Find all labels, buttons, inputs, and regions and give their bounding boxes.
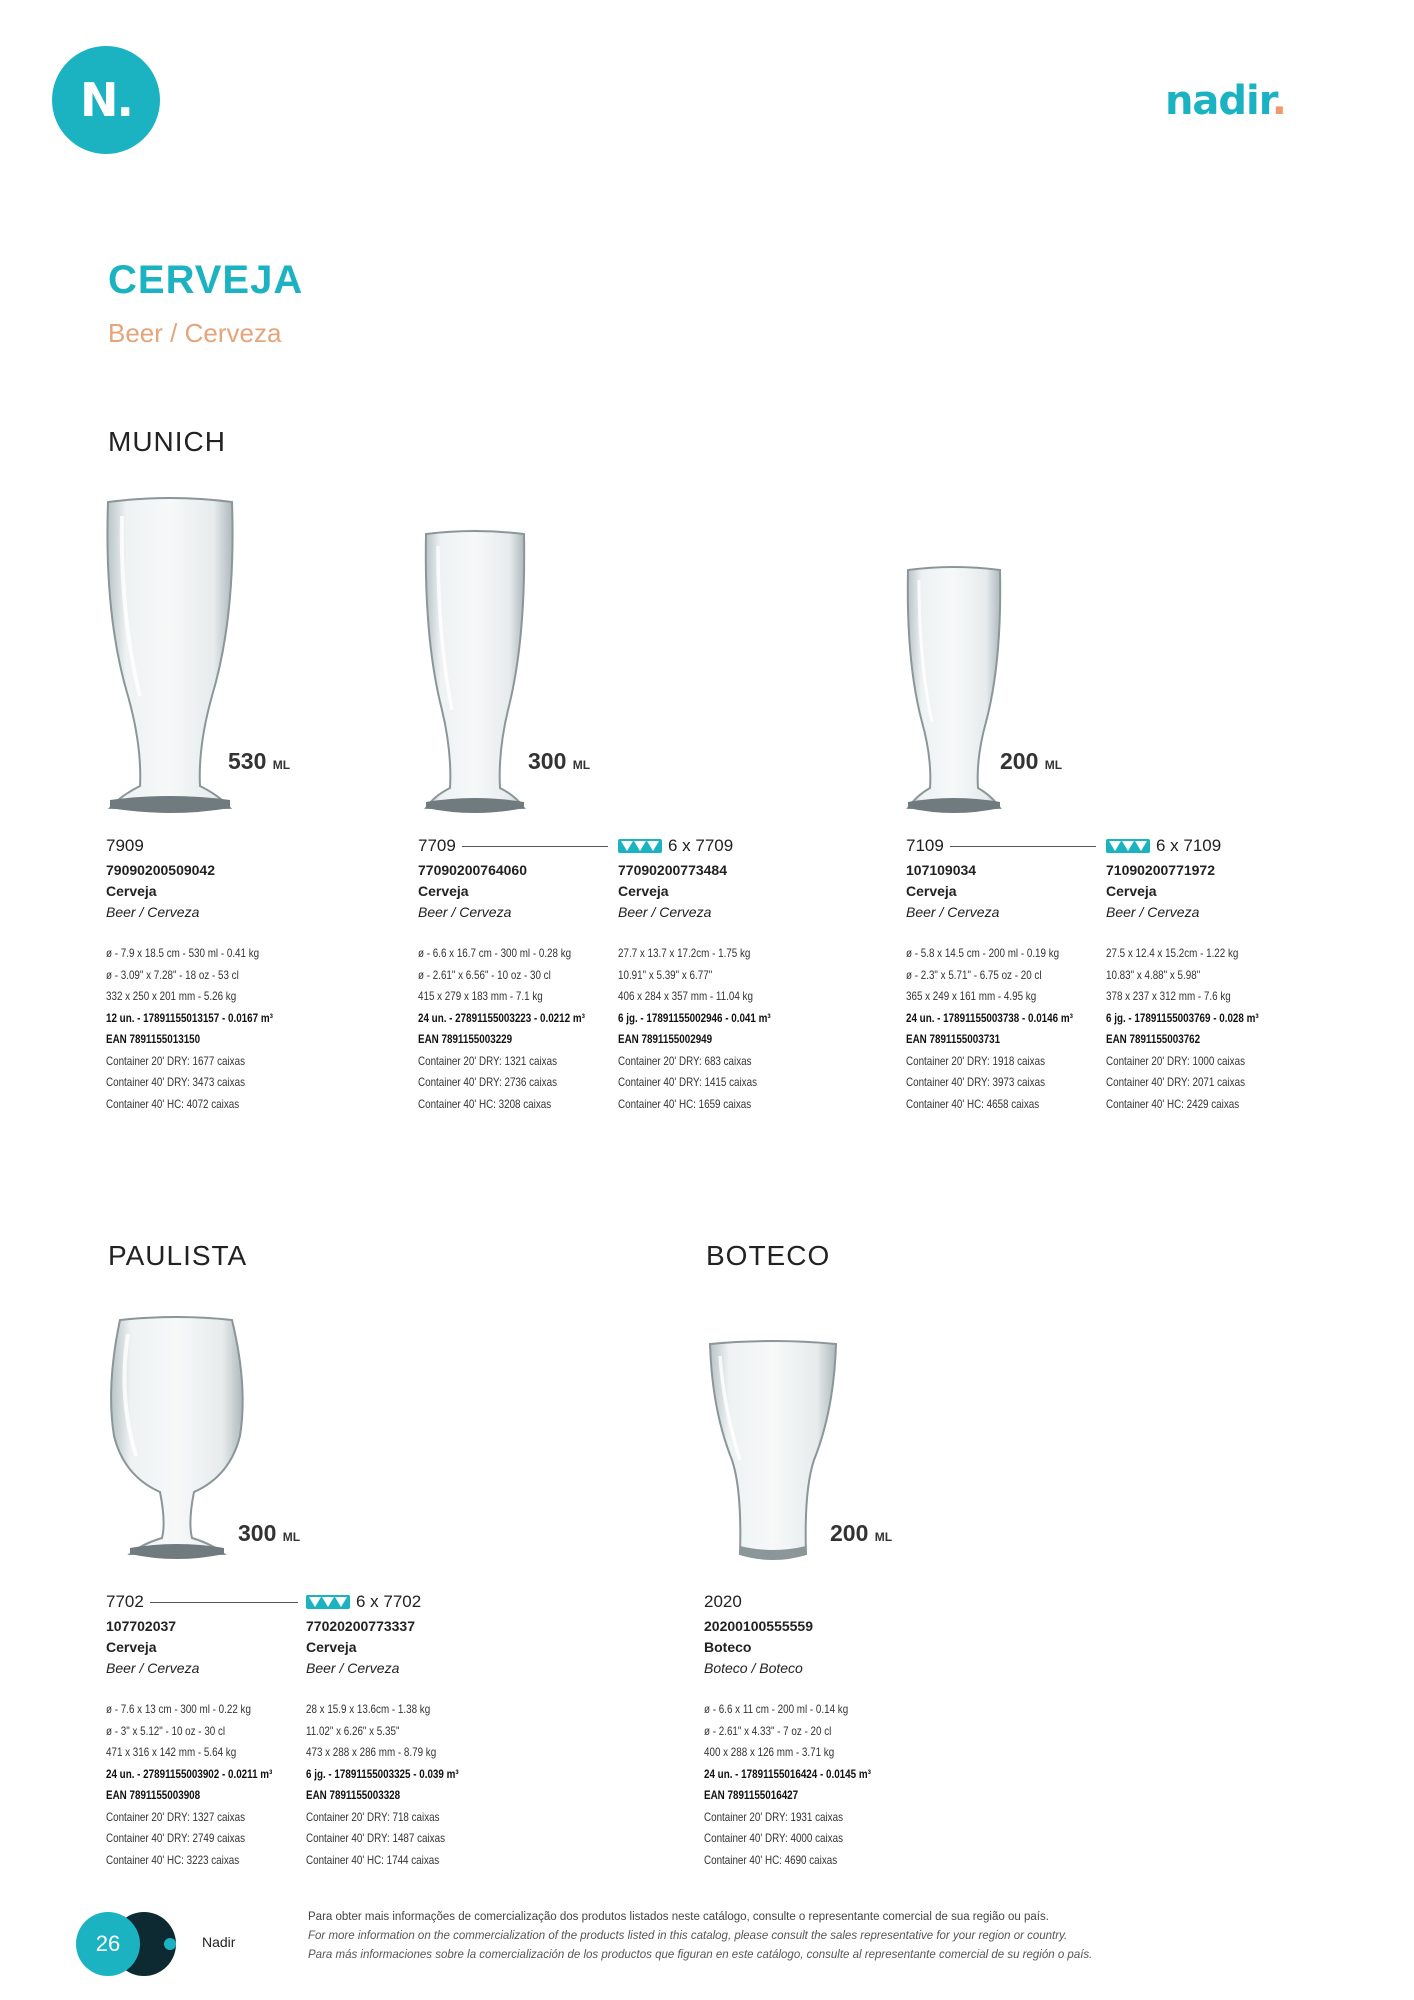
product-card-6x7702 (306, 1592, 506, 1871)
product-card-2020 (704, 1592, 904, 1871)
glass-boteco-200-image (706, 1340, 840, 1566)
spec-line: Container 40' DRY: 1415 caixas (618, 1075, 758, 1089)
spec-line: Container 20' DRY: 683 caixas (618, 1053, 752, 1068)
spec-line: 27.7 x 13.7 x 17.2cm - 1.75 kg (618, 946, 751, 960)
spec-line: ø - 5.8 x 14.5 cm - 200 ml - 0.19 kg (906, 946, 1060, 960)
category-sub: Beer / Cerveza (418, 904, 512, 920)
spec-line: Container 20' DRY: 1321 caixas (418, 1053, 558, 1068)
category-sub: Beer / Cerveza (306, 1660, 400, 1676)
spec-line: 6 jg. - 17891155002946 - 0.041 m³ (618, 1010, 771, 1025)
product-code: 7909 (106, 836, 144, 855)
spec-line: 473 x 288 x 286 mm - 8.79 kg (306, 1745, 437, 1759)
pack-of-glasses-icon (306, 1595, 350, 1609)
spec-line: Container 20' DRY: 1327 caixas (106, 1809, 246, 1824)
category: Cerveja (106, 883, 157, 899)
spec-line: 406 x 284 x 357 mm - 11.04 kg (618, 989, 753, 1003)
spec-line: 24 un. - 17891155003738 - 0.0146 m³ (906, 1010, 1073, 1025)
spec-list (704, 1699, 871, 1871)
spec-list (106, 943, 336, 1115)
spec-line: ø - 7.6 x 13 cm - 300 ml - 0.22 kg (106, 1702, 251, 1716)
volume-label-7702: 300 ML (238, 1520, 301, 1546)
spec-list (306, 1699, 470, 1871)
divider (462, 846, 608, 847)
product-card-7109 (906, 836, 1106, 1115)
divider (150, 1602, 298, 1603)
spec-list (1106, 943, 1270, 1115)
family-title-paulista: PAULISTA (108, 1240, 248, 1271)
family-title-munich: MUNICH (108, 426, 226, 457)
barcode: 71090200771972 (1106, 862, 1216, 878)
spec-line: Container 40' HC: 3223 caixas (106, 1852, 240, 1867)
barcode: 77020200773337 (306, 1618, 416, 1634)
category: Cerveja (906, 883, 957, 899)
footer-brand: Nadir (202, 1934, 236, 1950)
spec-line: Container 20' DRY: 718 caixas (306, 1809, 440, 1824)
spec-line: 27.5 x 12.4 x 15.2cm - 1.22 kg (1106, 946, 1239, 960)
spec-line: Container 20' DRY: 1677 caixas (106, 1053, 246, 1068)
spec-line: ø - 2.3" x 5.71" - 6.75 oz - 20 cl (906, 967, 1042, 982)
spec-line: Container 40' DRY: 4000 caixas (704, 1831, 844, 1845)
category: Boteco (704, 1639, 752, 1655)
glass-munich-200-image (902, 566, 1006, 818)
volume-label-7909: 530 ML (228, 748, 291, 774)
spec-line: Container 40' DRY: 2736 caixas (418, 1075, 558, 1089)
barcode: 77090200764060 (418, 862, 528, 878)
footer-note (308, 1908, 1208, 1965)
spec-line: ø - 6.6 x 16.7 cm - 300 ml - 0.28 kg (418, 946, 572, 960)
brand-dot: . (1271, 78, 1286, 124)
spec-line: ø - 7.9 x 18.5 cm - 530 ml - 0.41 kg (106, 946, 260, 960)
product-card-7909 (106, 836, 386, 1115)
spec-line: Container 40' DRY: 1487 caixas (306, 1831, 446, 1845)
spec-line: EAN 7891155003908 (106, 1788, 201, 1802)
spec-line: 471 x 316 x 142 mm - 5.64 kg (106, 1745, 237, 1759)
spec-line: EAN 7891155002949 (618, 1032, 713, 1046)
spec-line: ø - 3" x 5.12" - 10 oz - 30 cl (106, 1723, 226, 1738)
spec-line: Container 40' HC: 1744 caixas (306, 1852, 440, 1867)
spec-line: 378 x 237 x 312 mm - 7.6 kg (1106, 989, 1231, 1003)
spec-line: 10.83" x 4.88" x 5.98" (1106, 967, 1201, 982)
section-subtitle: Beer / Cerveza (108, 318, 282, 348)
product-code: 7709 (418, 836, 456, 855)
spec-list (418, 943, 585, 1115)
spec-line: 24 un. - 17891155016424 - 0.0145 m³ (704, 1766, 871, 1781)
spec-line: 12 un. - 17891155013157 - 0.0167 m³ (106, 1010, 273, 1025)
volume-label-2020: 200 ML (830, 1520, 893, 1546)
pack-of-glasses-icon (618, 839, 662, 853)
category: Cerveja (418, 883, 469, 899)
glass-paulista-300-image (102, 1316, 252, 1562)
category: Cerveja (1106, 883, 1157, 899)
spec-line: EAN 7891155016427 (704, 1788, 799, 1802)
spec-line: Container 40' HC: 4658 caixas (906, 1096, 1040, 1111)
footer-dot-decoration (164, 1938, 176, 1950)
spec-line: ø - 6.6 x 11 cm - 200 ml - 0.14 kg (704, 1702, 849, 1716)
spec-line: EAN 7891155013150 (106, 1032, 201, 1046)
family-title-boteco: BOTECO (706, 1240, 831, 1271)
barcode: 20200100555559 (704, 1618, 814, 1634)
barcode: 79090200509042 (106, 862, 216, 878)
volume-label-7709: 300 ML (528, 748, 591, 774)
category-sub: Beer / Cerveza (906, 904, 1000, 920)
spec-line: Container 40' HC: 3208 caixas (418, 1096, 552, 1111)
product-code: 7702 (106, 1592, 144, 1611)
spec-list (106, 1699, 273, 1871)
spec-line: EAN 7891155003731 (906, 1032, 1001, 1046)
category-sub: Beer / Cerveza (106, 904, 200, 920)
product-card-7709 (418, 836, 618, 1115)
spec-line: 10.91" x 5.39" x 6.77" (618, 967, 713, 982)
spec-line: Container 40' HC: 4072 caixas (106, 1096, 240, 1111)
barcode: 77090200773484 (618, 862, 728, 878)
spec-line: 24 un. - 27891155003223 - 0.0212 m³ (418, 1010, 585, 1025)
spec-line: Container 40' HC: 2429 caixas (1106, 1096, 1240, 1111)
product-code: 7109 (906, 836, 944, 855)
product-card-7702 (106, 1592, 306, 1871)
product-code: 6 x 7709 (668, 836, 734, 855)
barcode: 107109034 (906, 862, 977, 878)
spec-line: EAN 7891155003762 (1106, 1032, 1201, 1046)
product-card-6x7109 (1106, 836, 1306, 1115)
spec-line: ø - 2.61" x 6.56" - 10 oz - 30 cl (418, 967, 551, 982)
glass-munich-530-image (100, 496, 240, 818)
spec-line: 6 jg. - 17891155003325 - 0.039 m³ (306, 1766, 459, 1781)
glass-munich-300-image (418, 530, 532, 818)
spec-line: ø - 3.09" x 7.28" - 18 oz - 53 cl (106, 967, 239, 982)
spec-line: Container 40' DRY: 3973 caixas (906, 1075, 1046, 1089)
nadir-logo-mark: N. (52, 46, 160, 154)
spec-line: 6 jg. - 17891155003769 - 0.028 m³ (1106, 1010, 1259, 1025)
spec-list (618, 943, 782, 1115)
divider (950, 846, 1096, 847)
spec-line: 24 un. - 27891155003902 - 0.0211 m³ (106, 1766, 273, 1781)
product-code: 2020 (704, 1592, 742, 1611)
spec-line: Container 20' DRY: 1918 caixas (906, 1053, 1046, 1068)
product-code: 6 x 7702 (356, 1592, 422, 1611)
category: Cerveja (618, 883, 669, 899)
spec-line: 400 x 288 x 126 mm - 3.71 kg (704, 1745, 835, 1759)
category-sub: Beer / Cerveza (106, 1660, 200, 1676)
spec-line: EAN 7891155003229 (418, 1032, 513, 1046)
brand-name: nadir (1164, 78, 1272, 124)
spec-line: Container 40' DRY: 2749 caixas (106, 1831, 246, 1845)
footer-note-es: Para más informaciones sobre la comercialización de los productos que figuran en este catálogo, consulte al representante comercial de su región o país. (308, 1949, 1093, 1961)
product-card-6x7709 (618, 836, 818, 1115)
category-sub: Beer / Cerveza (618, 904, 712, 920)
category-sub: Beer / Cerveza (1106, 904, 1200, 920)
category: Cerveja (306, 1639, 357, 1655)
section-title: CERVEJA (108, 258, 304, 302)
spec-line: 332 x 250 x 201 mm - 5.26 kg (106, 989, 237, 1003)
category-sub: Boteco / Boteco (704, 1660, 803, 1676)
brand-logo (1165, 78, 1286, 124)
spec-list (906, 943, 1073, 1115)
footer-note-pt: Para obter mais informações de comercialização dos produtos listados neste catálogo, consulte o representante comercial de sua região ou país. (308, 1911, 1049, 1923)
volume-label-7109: 200 ML (1000, 748, 1063, 774)
spec-line: Container 20' DRY: 1931 caixas (704, 1809, 844, 1824)
footer-note-en: For more information on the commercialization of the products listed in this catalog, please consult the sales representative for your region or country. (308, 1930, 1068, 1942)
spec-line: 365 x 249 x 161 mm - 4.95 kg (906, 989, 1037, 1003)
spec-line: ø - 2.61" x 4.33" - 7 oz - 20 cl (704, 1723, 832, 1738)
spec-line: Container 40' DRY: 3473 caixas (106, 1075, 246, 1089)
spec-line: Container 40' DRY: 2071 caixas (1106, 1075, 1246, 1089)
spec-line: 28 x 15.9 x 13.6cm - 1.38 kg (306, 1702, 431, 1716)
spec-line: 415 x 279 x 183 mm - 7.1 kg (418, 989, 543, 1003)
spec-line: EAN 7891155003328 (306, 1788, 401, 1802)
spec-line: Container 40' HC: 1659 caixas (618, 1096, 752, 1111)
category: Cerveja (106, 1639, 157, 1655)
spec-line: Container 20' DRY: 1000 caixas (1106, 1053, 1246, 1068)
barcode: 107702037 (106, 1618, 177, 1634)
page-number: 26 (76, 1912, 140, 1976)
product-code: 6 x 7109 (1156, 836, 1222, 855)
spec-line: 11.02" x 6.26" x 5.35" (306, 1723, 400, 1738)
pack-of-glasses-icon (1106, 839, 1150, 853)
spec-line: Container 40' HC: 4690 caixas (704, 1852, 838, 1867)
